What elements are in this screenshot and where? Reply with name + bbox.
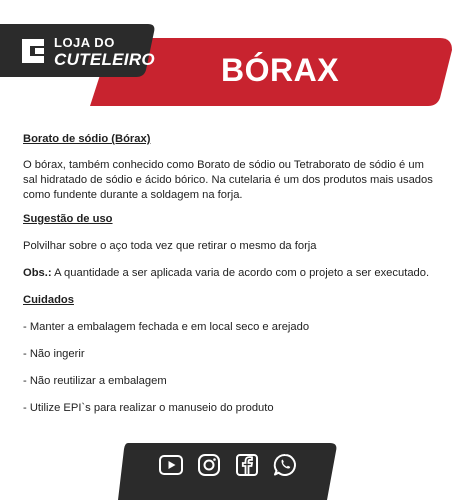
whatsapp-icon[interactable]	[272, 452, 298, 478]
obs-text	[23, 266, 438, 281]
obs-body: A quantidade a ser aplicada varia de acordo com o projeto a ser executado.	[51, 267, 430, 279]
care-heading: Cuidados	[23, 294, 74, 306]
care-item: - Não reutilizar a embalagem	[23, 375, 167, 387]
brand-logo-icon	[18, 36, 48, 66]
footer-bar	[0, 435, 457, 500]
usage-heading: Sugestão de uso	[23, 213, 113, 225]
youtube-icon[interactable]	[158, 452, 184, 478]
care-item: - Não ingerir	[23, 348, 85, 360]
obs-label: Obs.:	[23, 267, 52, 279]
brand-name	[54, 36, 155, 68]
usage-text: Polvilhar sobre o aço toda vez que retirar o mesmo da forja	[23, 240, 317, 252]
header	[0, 0, 457, 110]
footer	[0, 435, 457, 500]
care-item: - Manter a embalagem fechada e em local seco e arejado	[23, 321, 310, 333]
facebook-icon[interactable]	[234, 452, 260, 478]
page-title: BÓRAX	[220, 52, 340, 88]
description-heading: Borato de sódio (Bórax)	[23, 133, 151, 145]
brand-line1: LOJA DO	[54, 35, 115, 50]
care-item: - Utilize EPI`s para realizar o manuseio do produto	[23, 402, 274, 414]
description-text: O bórax, também conhecido como Borato de sódio ou Tetraborato de sódio é um sal hidratado de sódio e ácido bórico. Na cutelaria é um dos produtos mais usados como fundente durante a soldagem na forja.	[23, 159, 433, 201]
instagram-icon[interactable]	[196, 452, 222, 478]
brand-line2: CUTELEIRO	[54, 50, 155, 69]
